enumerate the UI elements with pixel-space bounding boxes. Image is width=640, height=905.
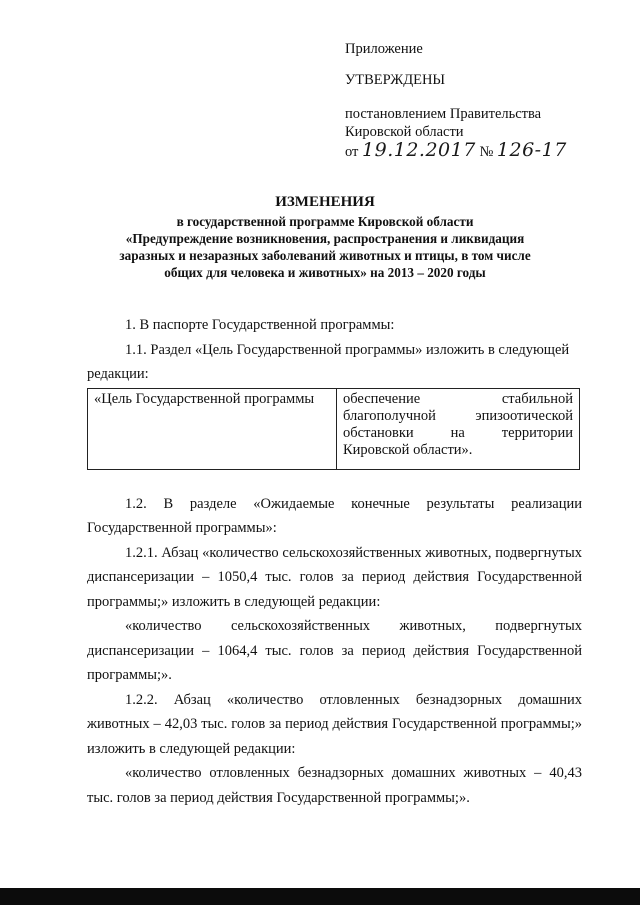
document-body — [87, 313, 582, 810]
paragraph-1-2: 1.2. В разделе «Ожидаемые конечные результаты реализации Государственной программы»: — [87, 495, 582, 536]
appendix-label: Приложение — [345, 41, 423, 57]
goal-table — [87, 388, 580, 470]
heading-line-4: общих для человека и животных» на 2013 – 2020 годы — [164, 265, 486, 280]
table-row — [88, 388, 580, 469]
paragraph-1-2-1-quote: «количество сельскохозяйственных животных, подвергнутых диспансеризации – 1064,4 тыс. голов за период действия Государственной программы;». — [87, 618, 582, 683]
goal-label-cell: «Цель Государственной программы — [88, 388, 337, 469]
paragraph-1: 1. В паспорте Государственной программы: — [125, 317, 395, 333]
decree-line-1: постановлением Правительства — [345, 106, 542, 122]
decree-line-2: Кировской области — [345, 124, 464, 140]
approval-block — [345, 40, 625, 161]
goal-value-cell: обеспечение стабильной благополучной эпизоотической обстановки на территории Кировской области». — [337, 388, 580, 469]
approved-label: УТВЕРЖДЕНЫ — [345, 72, 446, 88]
paragraph-1-2-1: 1.2.1. Абзац «количество сельскохозяйственных животных, подвергнутых диспансеризации – 1050,4 тыс. голов за период действия Государственной программы;» изложить в следующей редакции: — [87, 544, 582, 610]
date-prefix: от — [345, 144, 359, 160]
paragraph-1-1-cont: редакции: — [87, 366, 149, 382]
paragraph-1-2-2-quote: «количество отловленных безнадзорных домашних животных – 40,43 тыс. голов за период действия Государственной программы;». — [87, 765, 582, 806]
scan-bottom-edge — [0, 888, 640, 905]
heading-line-2: «Предупреждение возникновения, распространения и ликвидация — [125, 231, 525, 246]
document-title: ИЗМЕНЕНИЯ — [275, 194, 375, 210]
heading-line-1: в государственной программе Кировской области — [176, 214, 474, 229]
decree-number: 126-17 — [496, 139, 567, 161]
number-label: № — [479, 144, 494, 160]
decree-date: 19.12.2017 — [362, 139, 476, 161]
heading-line-3: заразных и незаразных заболеваний животных и птицы, в том числе — [119, 248, 531, 263]
paragraph-1-2-2: 1.2.2. Абзац «количество отловленных безнадзорных домашних животных – 42,03 тыс. голов за период действия Государственной программы;» изложить в следующей редакции: — [87, 691, 582, 757]
document-heading — [90, 193, 560, 281]
decree-date-line — [345, 141, 625, 161]
paragraph-1-1: 1.1. Раздел «Цель Государственной программы» изложить в следующей — [125, 341, 570, 358]
